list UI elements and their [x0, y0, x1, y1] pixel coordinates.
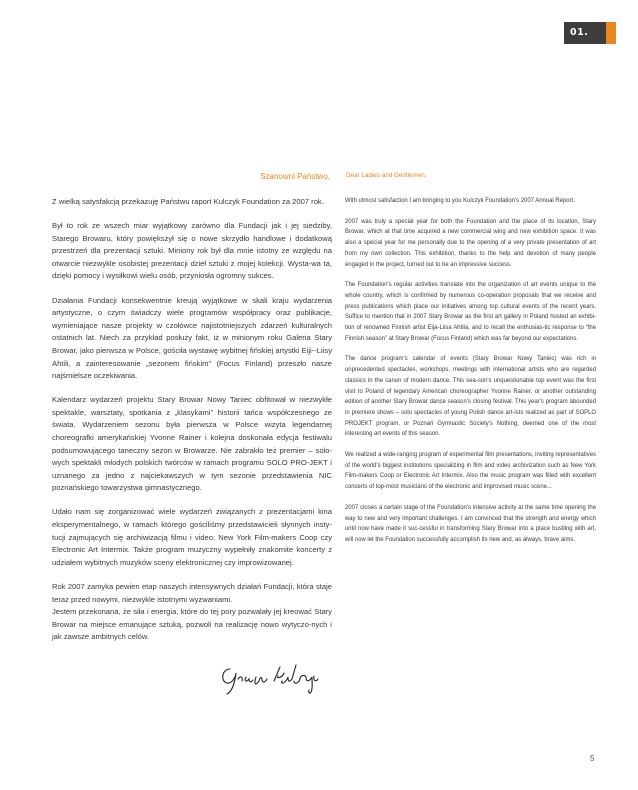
polish-greeting: Szanowni Państwo,	[260, 172, 330, 181]
english-paragraph: 2007 was truly a special year for both the Foundation and the place of its location, Stary Browar, which at that time acquired a new commercial wing and new exhibition space. It was also a special year for me personally due to the opening of a very private presentation of art from my own collection. This exhibition, thanks to the help and devotion of many people engaged in the project, turned out to be an impressive success.	[345, 218, 596, 268]
polish-letter-column	[52, 196, 332, 655]
polish-paragraph: Kalendarz wydarzeń projektu Stary Browar Nowy Taniec obfitował w niezwykłe spektakle, warsztaty, spotkania z „klasykami” historii tańca współczesnego ze świata. Wydarzeniem sezonu była pierwsza w Polsce wizyta legendarnej choreografki amerykańskiej Yvonne Rainer i kolejna doskonała edycja festiwalu podsumowującego taneczny sezon w Browarze. Nie zabrakło też premier – solo-wych spektakli młodych polskich twórców w ramach programu SOLO PRO-JEKT i uznanego za jedno z najciekawszych w tym sezonie przedstawienia NIC poznańskiego towarzystwa gimnastycznego.	[52, 395, 332, 493]
page-number: 5	[590, 754, 595, 763]
english-paragraph: We realized a wide-ranging program of experimental film presentations, inviting representatives of the world's biggest institutions specializing in film and video archivization such as New York Film-makers Coop or Electronic Art Intermix. Also the music program was filled with excellent concerts of top-most musicians of the electronic and improvised music scene...	[345, 452, 596, 491]
english-paragraph: The dance program's calendar of events (Stary Browar Nowy Taniec) was rich in unprecedented spectacles, workshops, meetings with international artists who are regarded classics in the canon of modern dance. This sea-son's unquestionable top event was the first visit to Poland of legendary American choreographer Yvonne Rainer, or another outstanding edition of another Stary Browar dance season's closing festival. This year's program abounded in premiere shows – solo spectacles of young Polish dance art-ists realized as part of SOPLO PROJEKT program, or Poznań Gymnastic Society's Nothing, deemed one of the most interesting art events of this season.	[345, 356, 596, 438]
handwritten-signature	[216, 659, 336, 699]
polish-paragraph: Z wielką satysfakcją przekazuję Państwu raport Kulczyk Foundation za 2007 rok.	[52, 197, 324, 206]
page-section-tab	[564, 22, 616, 44]
polish-paragraph: Działania Fundacji konsekwentnie kreują wyjątkowe w skali kraju wydarzenia artystyczne, o czym świadczy wiele programów współpracy oraz publikacje, wymieniające nasze projekty w czołówce najistotniejszych zdarzeń kulturalnych ostatnich lat. Niech za przykład posłuży fakt, iż w minionym roku Galeria Stary Browar, jako pierwsza w Polsce, gościła wystawę wybitnej fińskiej artystki Eiji--Liisy Ahtili, a zainteresowanie „sezonem fińskim” (Focus Finland) przeszło nasze najśmielsze oczekiwania.	[52, 295, 332, 381]
english-paragraph: 2007 closes a certain stage of the Foundation's intensive activity at the same time opening the way to new and very important challenges. I am convinced that the strength and energy which until now have made it suc-cessful in transforming Stary Browar into a place bustling with art, will now let the Foundation successfully accomplish its new and, as always, brave aims.	[345, 504, 596, 543]
english-paragraph: With utmost satisfaction I am bringing to you Kulczyk Foundation's 2007 Annual Report.	[345, 198, 575, 204]
english-letter-column	[345, 196, 596, 556]
english-paragraph: The Foundation's regular activities translate into the organization of art events unique to the whole country, which is confirmed by numerous co-operation proposals that we receive and press publications which place our initiatives among top cultural events of the recent years. Suffice to mention that in 2007 Stary Browar as the first art gallery in Poland hosted an exhibi-tion of renowned Finnish artist Eija-Liisa Ahtila, and to recall the enthusias-tic response to “the Finnish season” at Stary Browar (Focus Finland) which was far beyond our expectations.	[345, 282, 596, 342]
polish-paragraph: Rok 2007 zamyka pewien etap naszych intensywnych działań Fundacji, która staje teraz przed nowymi, niezwykle istotnymi wyzwaniami. Jestem przekonana, że siła i energia, które do tej pory pozwalały jej kreować Stary Browar na miejsce emanujące sztuką, pozwoli na realizację nowo wytyczo-nych i jak zawsze ambitnych celów.	[52, 581, 332, 642]
polish-paragraph: Był to rok ze wszech miar wyjątkowy zarówno dla Fundacji jak i jej siedziby, Starego Browaru, który powiększył się o nowe skrzydło handlowe i dodatkową przestrzeń dla prezentacji sztuki. Miniony rok był dla mnie istotny ze względu na otwarcie niezwykle osobistej prezentacji dzieł sztuki z mojej kolekcji. Wysta-wa ta, dzięki pomocy i wysiłkowi wielu osób, przyniosła ogromny sukces.	[52, 221, 332, 281]
english-greeting: Dear Ladies and Gentlemen,	[346, 172, 427, 179]
section-number: 01.	[564, 22, 606, 44]
polish-paragraph: Udało nam się zorganizować wiele wydarzeń związanych z prezentacjami kina eksperymentalnego, w ramach którego gościliśmy przedstawicieli słynnych insty-tucji zajmujących się archiwizacją filmu i video: New York Film-makers Coop czy Electronic Art Intermix. Także program muzyczny wypełniły znakomite koncerty z udziałem wybitnych muzyków sceny elektronicznej czy improwizowanej.	[52, 507, 332, 567]
